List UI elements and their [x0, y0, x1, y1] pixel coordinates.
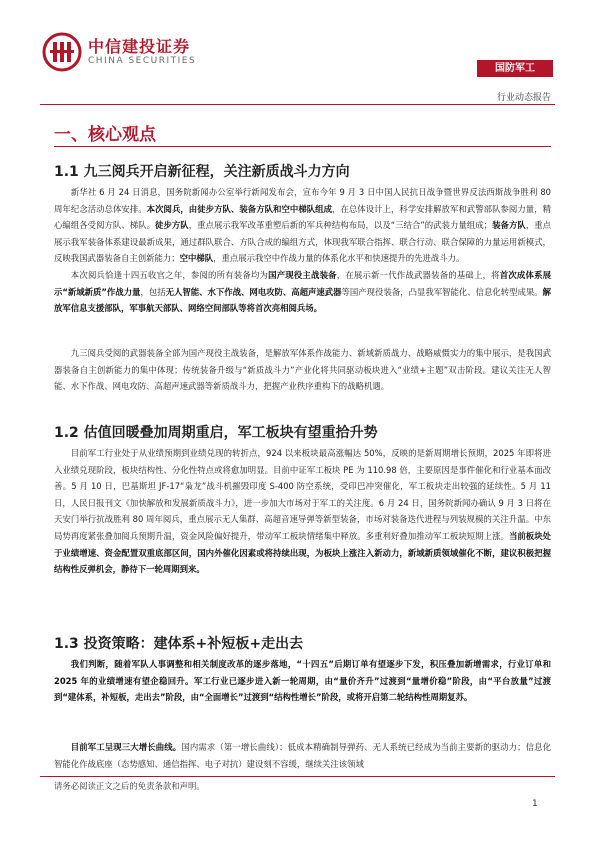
body-text: ，重点展示我军改革重塑后新的军兵种结构布局，以及“三结合”的武装力量组成； [188, 220, 493, 231]
paragraph [54, 656, 551, 706]
logo-english-name: CHINA SECURITIES [88, 56, 197, 66]
company-logo-icon [42, 32, 82, 72]
body-text: ，包括 [140, 286, 166, 297]
emphasis-text: 国产现役主战装备 [268, 270, 337, 280]
emphasis-text: 当前板块处于业绩增速、资金配置双重底部区间，国内外催化因素或将持续出现，为板块上涨注入新动力，新域新质领域催化不断，建议积极把握结构性反弹机会，静待下一轮周期到来。 [54, 530, 552, 575]
emphasis-text: 徒步方队 [155, 220, 189, 231]
paragraph [54, 445, 551, 578]
subsection-heading-1-1: 1.1 九三阅兵开启新征程，关注新质战斗力方向 [54, 164, 350, 180]
body-text: 等国产现役装备，凸显我军智能化、信息化转型成果。 [341, 286, 543, 297]
body-text: 目前军工行业处于从业绩预期到业绩兑现的转折点，924 以来板块最高涨幅达 50%，反映的是新周期增长预期，2025 年即将进入业绩兑现阶段，板块结构性、分化性特点或将愈加明显。目前中证军工板块 PE 为 110.98 倍，主要原因是事件催化和行业基本面改善。5 月 10 日，巴基斯坦 JF-17“枭龙”战斗机摧毁印度 S-400 防空系统，受印巴冲突催化，军工板块走出较强的延续性。5 月 11 日，人民日报刊文《加快解放和发展新质战斗力》，进一步加大市场对于军工的关注度。6 月 24 日，国务院新闻办确认 9 月 3 日将在天安门举行抗战胜利 80 周年阅兵，重点展示无人集群、高超音速导弹等新型装备，市场对装备迭代进程与列装规模的关注升温。中东局势再度紧张叠加阅兵预期升温，资金风险偏好提升，带动军工板块情绪集中释放。多重利好叠加推动军工板块短期上涨。 [54, 448, 551, 541]
paragraph [54, 184, 551, 267]
body-text: 国内需求（第一增长曲线）：低成本精确制导弹药、无人系统已经成为当前主要新的驱动力；信息化智能化作战底座（态势感知、通信指挥、电子对抗）建设刻不容缓，继续关注该领域 [54, 742, 552, 769]
body-text: 本次阅兵恰逢十四五收官之年，参阅的所有装备均为 [70, 270, 269, 280]
company-logo [42, 32, 242, 74]
paragraph [54, 345, 551, 395]
page-number: 1 [532, 799, 538, 809]
emphasis-text: 本次阅兵，由徒步方队、装备方队和空中梯队组成 [146, 203, 333, 214]
paragraph [54, 739, 551, 772]
body-text: ，重点展示我军装备体系建设最新成果，通过群队联合、方队合成的编组方式，体现我军联合指挥、联合行动、联合保障的力量运用新模式，反映我国武器装备自主创新能力； [54, 220, 552, 264]
emphasis-text: 解放军信息支援部队，军事航天部队、网络空间部队等将首次亮相阅兵场。 [54, 286, 552, 314]
footer-divider [40, 776, 555, 777]
report-type-label: 行业动态报告 [496, 93, 551, 103]
emphasis-text: 装备方队 [492, 220, 526, 231]
page-header [0, 0, 595, 110]
subsection-heading-1-3: 1.3 投资策略：建体系+补短板+走出去 [54, 636, 304, 652]
section-heading: 一、核心观点 [54, 125, 156, 145]
section-heading-divider [54, 146, 551, 147]
footer-disclaimer: 请务必阅读正文之后的免责条款和声明。 [54, 781, 205, 791]
body-text: 新华社 6 月 24 日消息，国务院新闻办公室举行新闻发布会，宣布今年 9 月 3 日中国人民抗日战争暨世界反法西斯战争胜利 80 周年纪念活动总体安排。 [54, 187, 551, 214]
body-text: ，在总体设计上，科学安排解放军和武警部队参阅力量，精心编组各受阅方队、梯队。 [54, 203, 552, 231]
body-text: ，在展示新一代作战武器装备的基础上，将 [336, 270, 500, 280]
sector-tag: 国防军工 [477, 60, 553, 77]
subsection-heading-1-2: 1.2 估值回暖叠加周期重启，军工板块有望重拾升势 [54, 425, 378, 441]
header-divider [40, 104, 555, 105]
emphasis-text: 首次成体系展示“新域新质”作战力量 [54, 270, 552, 297]
emphasis-text: 无人智能、水下作战、网电攻防、高超声速武器 [165, 286, 342, 297]
logo-chinese-name: 中信建投证券 [88, 37, 191, 56]
paragraph [54, 267, 551, 317]
emphasis-text: 空中梯队 [179, 253, 214, 264]
body-text: ，重点展示我空中作战力量的体系化水平和快速提升的先进战斗力。 [213, 253, 465, 264]
emphasis-text: 我们判断，随着军队人事调整和相关制度改革的逐步落地，“十四五”后期订单有望逐步下发，积压叠加新增需求，行业订单和 2025 年的业绩增速有望企稳回升。军工行业已逐步进入新一轮周期，由“量价齐升”过渡到“量增价稳”阶段，由“平台放量”过渡到“建体系，补短板，走出去”阶段，由“全面增长”过渡到“结构性增长”阶段，或将开启第二轮结构性周期复苏。 [54, 659, 551, 703]
body-text: 九三阅兵受阅的武器装备全部为国产现役主战装备，是解放军体系作战能力、新域新质战力、战略威慑实力的集中展示，是我国武器装备自主创新能力的集中体现；传统装备升级与“新质战斗力”产业化将共同驱动板块进入“业绩+主题”双击阶段。建议关注无人智能、水下作战、网电攻防、高超声速武器等新质战斗力，把握产业秩序重构下的战略机遇。 [54, 348, 551, 392]
emphasis-text: 目前军工呈现三大增长曲线。 [70, 742, 182, 752]
